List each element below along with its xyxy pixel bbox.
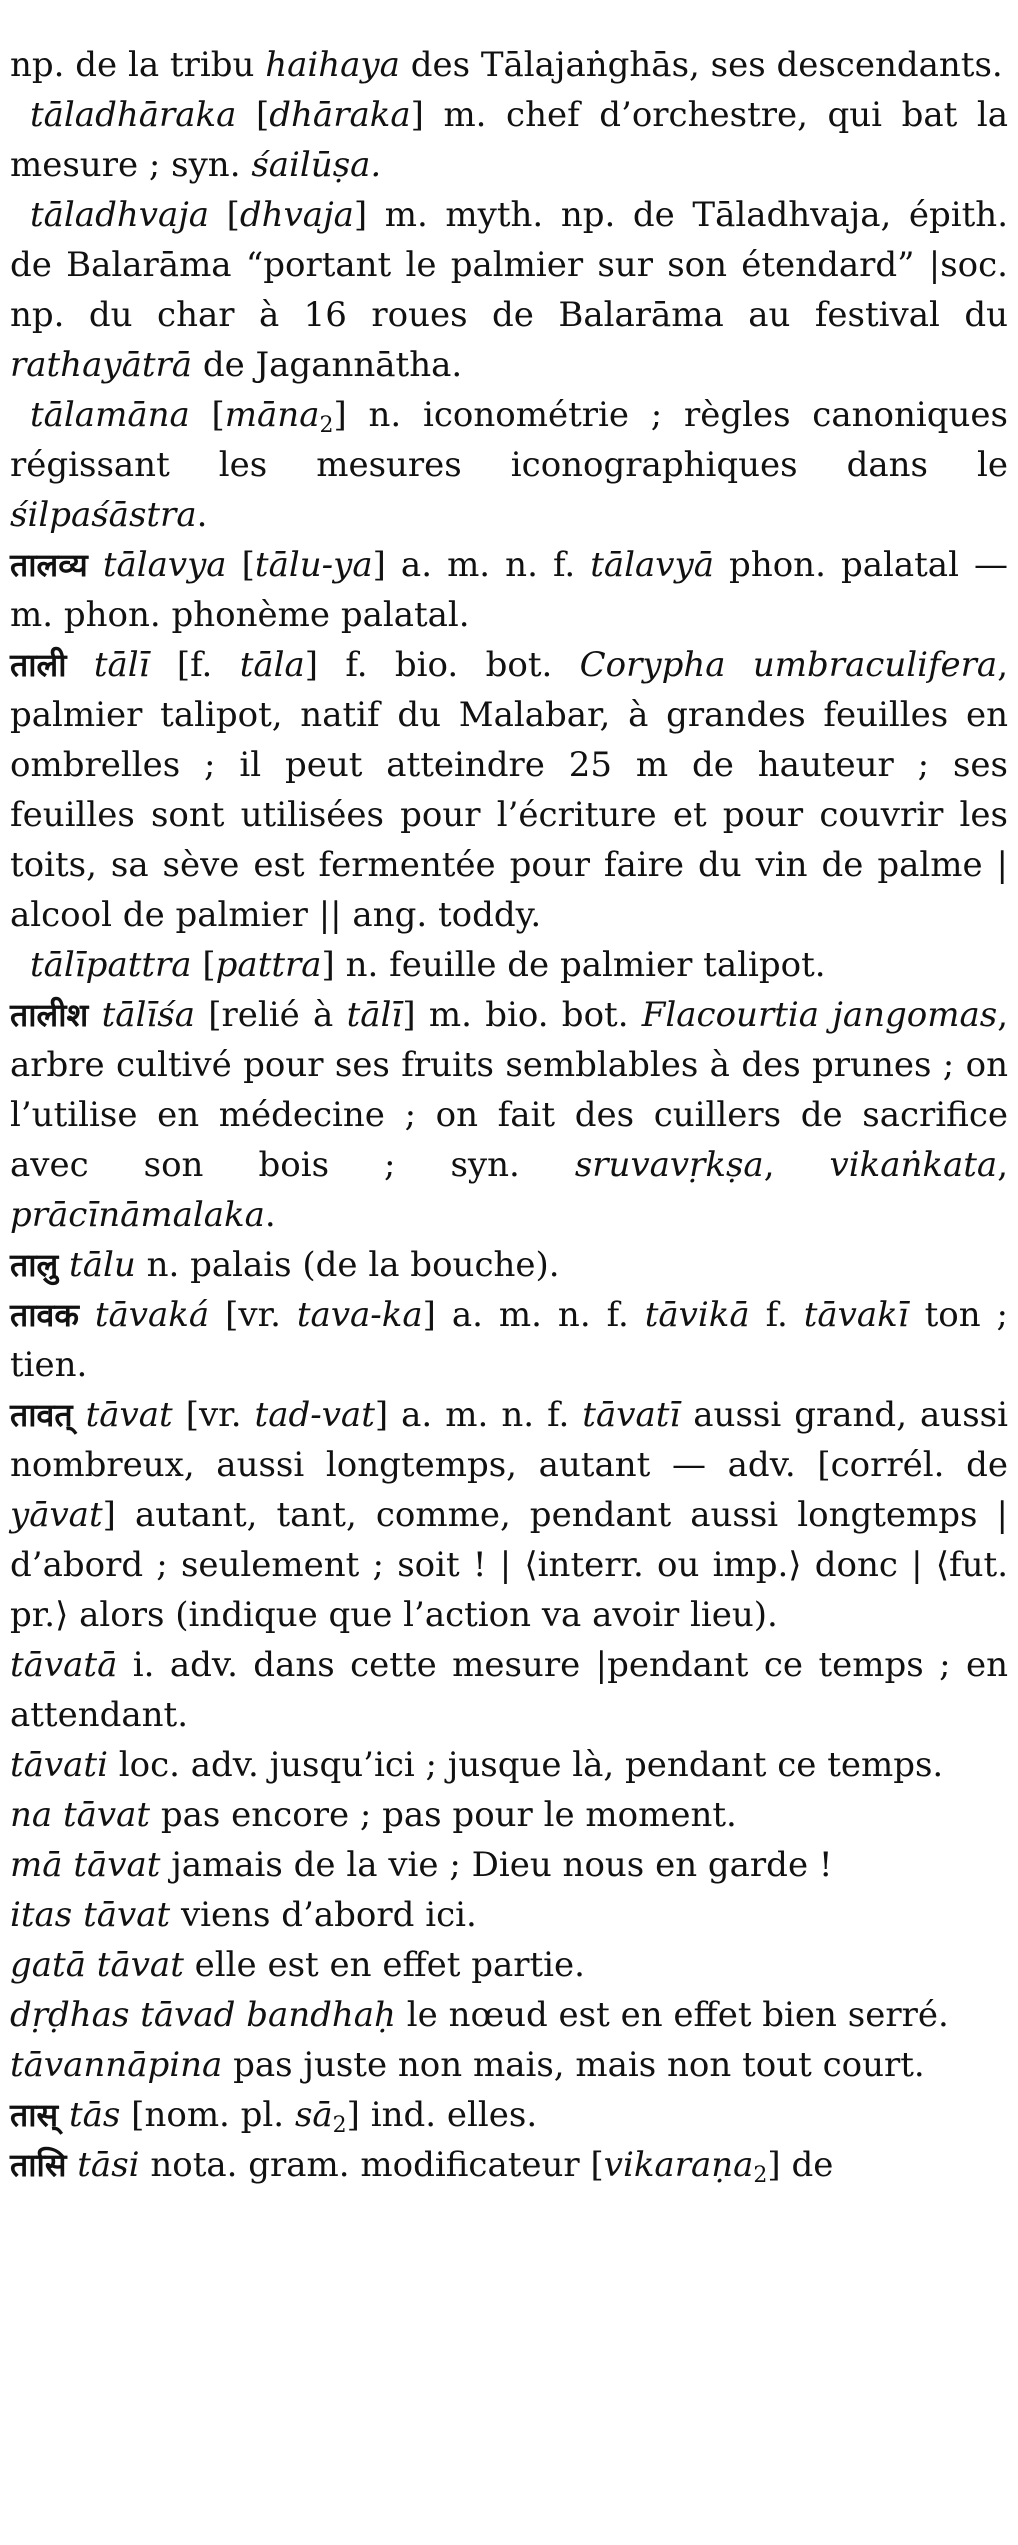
entry-text: ] a. m. n. f. <box>374 1395 583 1435</box>
subscript-index: 2 <box>753 2163 768 2188</box>
italic-term: tāla <box>239 645 305 685</box>
entry-text: pas encore ; pas pour le moment. <box>150 1795 737 1835</box>
dictionary-subentry <box>10 390 1008 540</box>
dictionary-text-block <box>10 1840 1008 1890</box>
italic-term: tālu <box>69 1245 136 1285</box>
devanagari-headword: तासि <box>10 2146 67 2184</box>
entry-text: [f. <box>149 645 240 685</box>
entry-text <box>88 995 101 1035</box>
entry-text: nota. gram. modificateur [ <box>139 2145 604 2185</box>
italic-term: māna <box>224 395 320 435</box>
entry-text: . <box>264 1195 276 1235</box>
entry-text: , <box>763 1145 830 1185</box>
entry-text: , <box>997 1145 1008 1185</box>
entry-text: [ <box>209 195 240 235</box>
dictionary-headword-entry <box>10 990 1008 1240</box>
italic-term: Flacourtia jangomas <box>641 995 998 1035</box>
entry-text <box>58 2095 69 2135</box>
entry-text: de Jagannātha. <box>192 345 463 385</box>
entry-text: le nœud est en effet bien serré. <box>395 1995 949 2035</box>
dictionary-text-block <box>10 1790 1008 1840</box>
dictionary-headword-entry <box>10 1240 1008 1290</box>
entry-text: . <box>196 495 208 535</box>
entry-text <box>66 2145 77 2185</box>
italic-term: tāsi <box>77 2145 140 2185</box>
italic-term: dṛḍhas tāvad bandhaḥ <box>10 1995 396 2035</box>
italic-term: tāladhāraka <box>30 95 237 135</box>
entry-text: [ <box>189 395 225 435</box>
entry-text: ] a. m. n. f. <box>422 1295 645 1335</box>
entry-text: ] ind. elles. <box>346 2095 538 2135</box>
entry-text: ] autant, tant, comme, pendant aussi longtemps | d’abord ; seulement ; soit ! | ⟨interr. ou imp.⟩ donc | ⟨fut. pr.⟩ alors (indique que l’action va avoir lieu). <box>10 1495 1008 1635</box>
entry-text: ] n. feuille de palmier talipot. <box>321 945 826 985</box>
devanagari-headword: तालव्य <box>10 546 88 584</box>
dictionary-text-block <box>10 1740 1008 1790</box>
italic-term: pattra <box>215 945 322 985</box>
italic-term: tālī <box>346 995 403 1035</box>
dictionary-text-block <box>10 1940 1008 1990</box>
italic-term: sā <box>294 2095 333 2135</box>
italic-term: tāvatā <box>10 1645 118 1685</box>
italic-term: tālavya <box>102 545 227 585</box>
italic-term: tāvat <box>85 1395 173 1435</box>
italic-term: tāvaká <box>94 1295 210 1335</box>
entry-text: aussi grand, aussi nombreux, aussi longtemps, autant — adv. [corrél. de <box>10 1395 1008 1485</box>
entry-text: ] m. myth. np. de Tāladhvaja, épith. de Balarāma “portant le palmier sur son étendard” |soc. np. du char à 16 roues de Balarāma au festival du <box>10 195 1009 335</box>
devanagari-headword: तालु <box>10 1246 59 1284</box>
dictionary-text-block <box>10 1990 1008 2040</box>
entry-text: np. de la tribu <box>10 45 266 85</box>
devanagari-headword: तावत् <box>10 1396 73 1434</box>
italic-term: vikaraṇa <box>603 2145 754 2185</box>
dictionary-headword-entry <box>10 540 1008 640</box>
italic-term: tālu-ya <box>254 545 373 585</box>
entry-text: ] a. m. n. f. <box>372 545 591 585</box>
entry-text: , arbre cultivé pour ses fruits semblables à des prunes ; on l’utilise en médecine ; on fait des cuillers de sacrifice avec son bois ; syn. <box>10 995 1009 1185</box>
italic-term: dhāraka <box>269 95 411 135</box>
entry-text: [relié à <box>194 995 347 1035</box>
entry-text: loc. adv. jusqu’ici ; jusque là, pendant ce temps. <box>107 1745 944 1785</box>
devanagari-headword: तालीश <box>10 996 89 1034</box>
entry-text: n. palais (de la bouche). <box>135 1245 560 1285</box>
entry-text <box>79 1295 95 1335</box>
dictionary-subentry <box>10 190 1008 390</box>
dictionary-headword-entry <box>10 2090 1008 2140</box>
entry-text: [ <box>191 945 216 985</box>
entry-text: ] n. iconométrie ; règles canoniques régissant les mesures iconographiques dans le <box>10 395 1008 485</box>
entry-text: , palmier talipot, natif du Malabar, à grandes feuilles en ombrelles ; il peut atteindre 25 m de hauteur ; ses feuilles sont utilisées pour l’écriture et pour couvrir les toits, sa sève est fermentée pour faire du vin de palme | alcool de palmier || ang. toddy. <box>10 645 1009 935</box>
entry-text: ] de <box>767 2145 834 2185</box>
dictionary-headword-entry <box>10 1290 1008 1390</box>
entry-text: ] m. bio. bot. <box>402 995 642 1035</box>
italic-term: tālamāna <box>30 395 190 435</box>
italic-term: tās <box>68 2095 121 2135</box>
entry-text: ] m. chef d’orchestre, qui bat la mesure ; syn. <box>10 95 1008 185</box>
italic-term: tāvikā <box>644 1295 750 1335</box>
entry-text: elle est en effet partie. <box>183 1945 585 1985</box>
entry-text <box>88 545 103 585</box>
italic-term: mā tāvat <box>10 1845 161 1885</box>
entry-text: [ <box>226 545 255 585</box>
italic-term: itas tāvat <box>10 1895 171 1935</box>
italic-term: śilpaśāstra <box>10 495 197 535</box>
italic-term: Corypha umbraculifera <box>579 645 998 685</box>
italic-term: gatā tāvat <box>10 1945 184 1985</box>
italic-term: tad-vat <box>254 1395 375 1435</box>
entry-text: [vr. <box>209 1295 297 1335</box>
devanagari-headword: तावक <box>10 1296 79 1334</box>
italic-term: prācīnāmalaka <box>10 1195 265 1235</box>
italic-term: tālī <box>93 645 150 685</box>
devanagari-headword: तास् <box>10 2096 59 2134</box>
dictionary-text-block <box>10 2040 1008 2090</box>
italic-term: rathayātrā <box>10 345 193 385</box>
dictionary-text-block <box>10 40 1008 90</box>
italic-term: na tāvat <box>10 1795 151 1835</box>
italic-term: yāvat <box>10 1495 103 1535</box>
subscript-index: 2 <box>319 413 334 438</box>
entry-text: [ <box>236 95 270 135</box>
entry-text: des Tālajaṅghās, ses descendants. <box>399 45 1003 85</box>
entry-text <box>67 645 94 685</box>
italic-term: tāvati <box>10 1745 108 1785</box>
italic-term: dhvaja <box>239 195 354 235</box>
italic-term: haihaya <box>265 45 400 85</box>
entry-text: viens d’abord ici. <box>170 1895 477 1935</box>
dictionary-subentry <box>10 90 1008 190</box>
dictionary-headword-entry <box>10 1390 1008 1640</box>
subscript-index: 2 <box>332 2113 347 2138</box>
entry-text <box>73 1395 86 1435</box>
italic-term: vikaṅkata <box>829 1145 998 1185</box>
dictionary-headword-entry <box>10 2140 1008 2190</box>
dictionary-subentry <box>10 940 1008 990</box>
entry-text: ] f. bio. bot. <box>304 645 580 685</box>
entry-text: [vr. <box>172 1395 255 1435</box>
entry-text: f. <box>749 1295 804 1335</box>
entry-text: pas juste non mais, mais non tout court. <box>222 2045 925 2085</box>
entry-text: i. adv. dans cette mesure |pendant ce temps ; en attendant. <box>10 1645 1008 1735</box>
italic-term: tālīśa <box>101 995 195 1035</box>
italic-term: tāladhvaja <box>30 195 210 235</box>
entry-text <box>58 1245 69 1285</box>
devanagari-headword: ताली <box>10 646 67 684</box>
italic-term: tava-ka <box>296 1295 423 1335</box>
entry-text: [nom. pl. <box>120 2095 295 2135</box>
dictionary-headword-entry <box>10 640 1008 940</box>
italic-term: tālavyā <box>590 545 714 585</box>
italic-term: śailūṣa. <box>251 145 382 185</box>
italic-term: tāvatī <box>582 1395 681 1435</box>
italic-term: tālīpattra <box>30 945 192 985</box>
entry-text: phon. palatal — m. phon. phonème palatal. <box>10 545 1009 635</box>
entry-text: jamais de la vie ; Dieu nous en garde ! <box>160 1845 833 1885</box>
italic-term: tāvakī <box>803 1295 909 1335</box>
italic-term: sruvavṛkṣa <box>574 1145 764 1185</box>
dictionary-text-block <box>10 1640 1008 1740</box>
italic-term: tāvannāpina <box>10 2045 223 2085</box>
entry-text: ton ; tien. <box>10 1295 1009 1385</box>
dictionary-text-block <box>10 1890 1008 1940</box>
entry-list <box>10 40 1008 2190</box>
